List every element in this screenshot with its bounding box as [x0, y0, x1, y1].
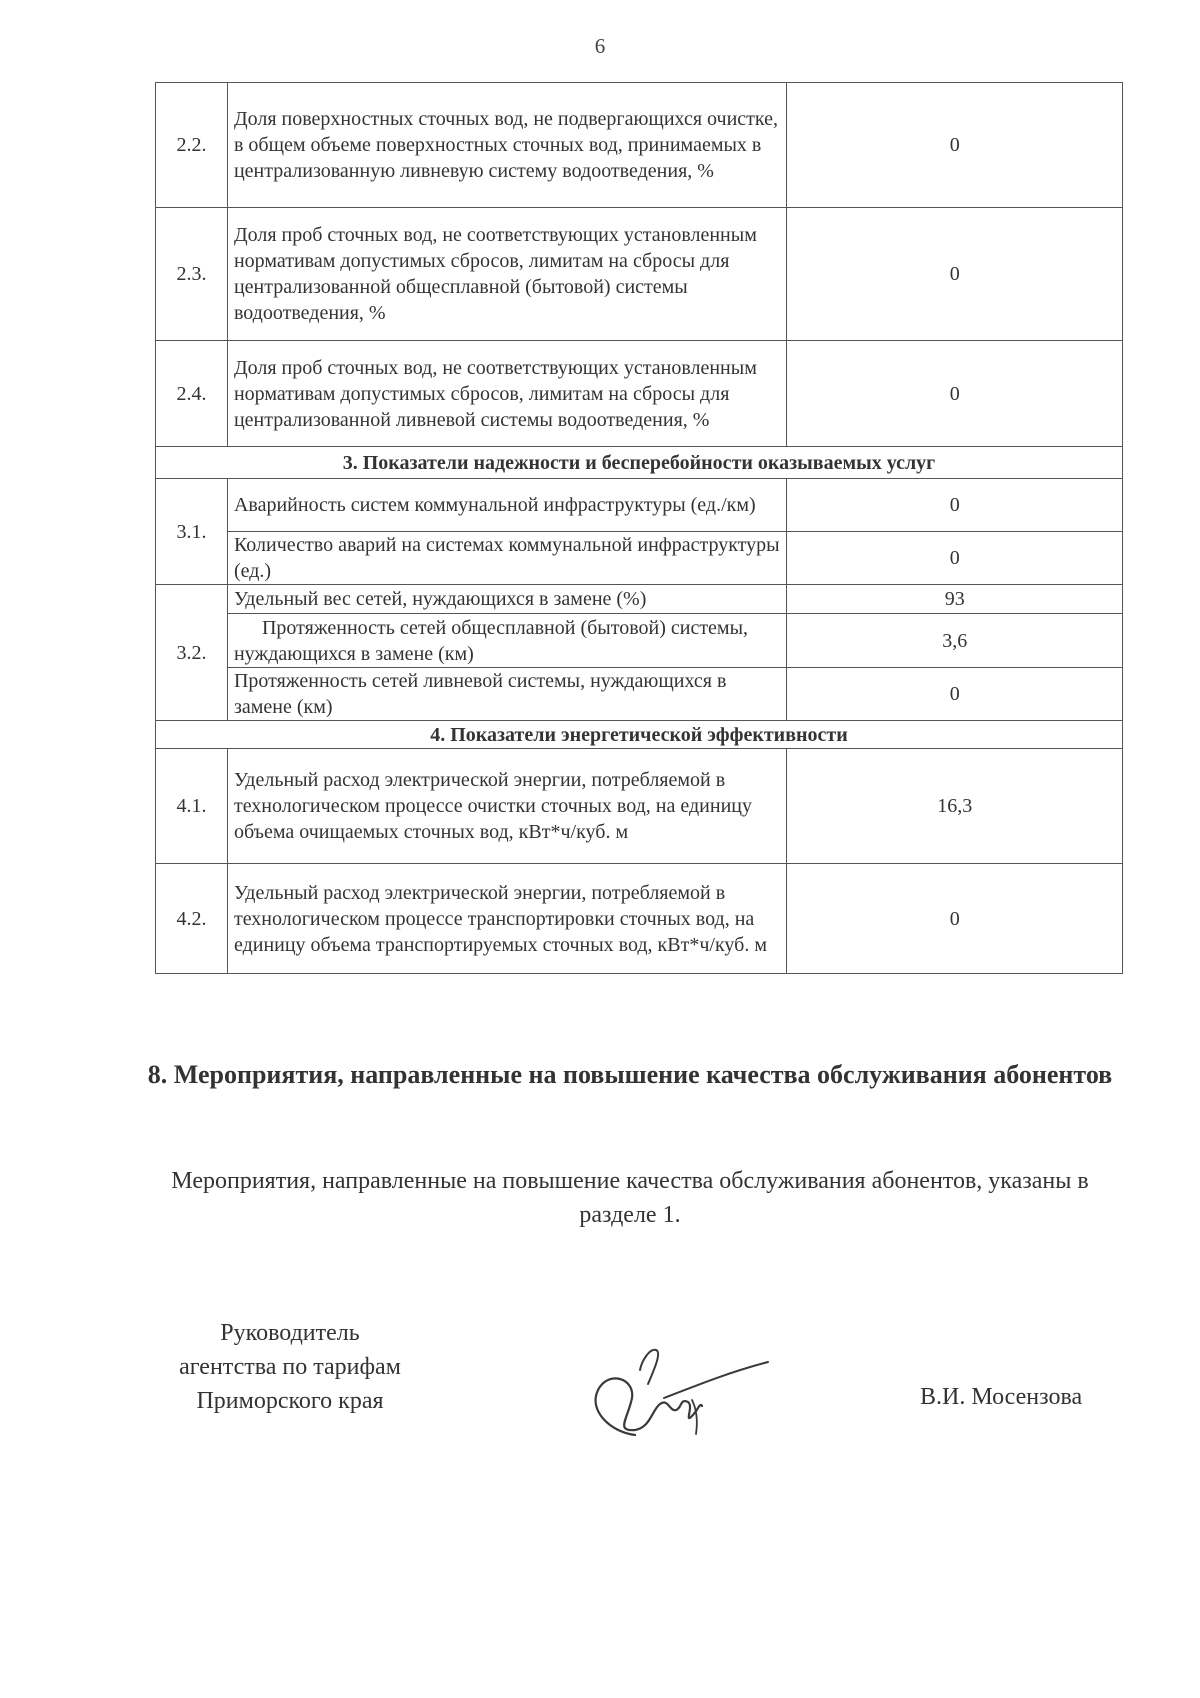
- row-number: 2.4.: [156, 341, 228, 447]
- row-number: 3.2.: [156, 585, 228, 721]
- indicator-text: Протяженность сетей общесплавной (бытовой) системы, нуждающихся в замене (км): [227, 614, 786, 668]
- signer-title-line: агентства по тарифам: [179, 1354, 401, 1380]
- section-heading: 8. Мероприятия, направленные на повышение качества обслуживания абонентов: [147, 1060, 1113, 1089]
- table-row: [156, 83, 1123, 208]
- signer-title-line: Руководитель: [220, 1320, 360, 1346]
- section-row: [156, 721, 1123, 749]
- indicator-text: Аварийность систем коммунальной инфраструктуры (ед./км): [227, 479, 786, 532]
- table-row: [156, 479, 1123, 532]
- indicator-value: 0: [787, 479, 1123, 532]
- row-number: 4.1.: [156, 749, 228, 864]
- indicator-value: 16,3: [787, 749, 1123, 864]
- row-number: 2.2.: [156, 83, 228, 208]
- table-row: [156, 668, 1123, 721]
- table-row: [156, 749, 1123, 864]
- signer-name: В.И. Мосензова: [920, 1384, 1083, 1410]
- indicator-text: Удельный расход электрической энергии, потребляемой в технологическом процессе транспортировки сточных вод, на единицу объема транспортируемых сточных вод, кВт*ч/куб. м: [227, 864, 786, 974]
- indicator-text: Удельный расход электрической энергии, потребляемой в технологическом процессе очистки сточных вод, на единицу объема очищаемых сточных вод, кВт*ч/куб. м: [227, 749, 786, 864]
- row-number: 4.2.: [156, 864, 228, 974]
- indicator-value: 0: [787, 668, 1123, 721]
- page-number: 6: [594, 34, 606, 58]
- indicator-value: 0: [787, 341, 1123, 447]
- handwritten-signature: [580, 1340, 770, 1450]
- indicator-value: 93: [787, 585, 1123, 614]
- table-row: [156, 585, 1123, 614]
- table-row: [156, 208, 1123, 341]
- section-row: [156, 447, 1123, 479]
- indicator-value: 3,6: [787, 614, 1123, 668]
- indicator-text: Удельный вес сетей, нуждающихся в замене (%): [227, 585, 786, 614]
- indicator-text: Доля поверхностных сточных вод, не подвергающихся очистке, в общем объеме поверхностных сточных вод, принимаемых в централизованную ливневую систему водоотведения, %: [227, 83, 786, 208]
- section-title: 3. Показатели надежности и бесперебойности оказываемых услуг: [156, 447, 1123, 479]
- signer-title: [140, 1316, 440, 1418]
- section-body: Мероприятия, направленные на повышение качества обслуживания абонентов, указаны в разделе 1.: [171, 1168, 1089, 1228]
- indicators-table: [155, 82, 1123, 974]
- indicator-value: 0: [787, 208, 1123, 341]
- row-number: 3.1.: [156, 479, 228, 585]
- indicator-value: 0: [787, 532, 1123, 585]
- indicator-text: Доля проб сточных вод, не соответствующих установленным нормативам допустимых сбросов, лимитам на сбросы для централизованной общесплавной (бытовой) системы водоотведения, %: [227, 208, 786, 341]
- section-title: 4. Показатели энергетической эффективности: [156, 721, 1123, 749]
- indicator-text: Доля проб сточных вод, не соответствующих установленным нормативам допустимых сбросов, лимитам на сбросы для централизованной ливневой системы водоотведения, %: [227, 341, 786, 447]
- indicator-value: 0: [787, 83, 1123, 208]
- table-row: [156, 341, 1123, 447]
- row-number: 2.3.: [156, 208, 228, 341]
- signer-title-line: Приморского края: [196, 1388, 384, 1414]
- indicator-value: 0: [787, 864, 1123, 974]
- indicator-text: Количество аварий на системах коммунальной инфраструктуры (ед.): [227, 532, 786, 585]
- table-row: [156, 864, 1123, 974]
- indicator-text: Протяженность сетей ливневой системы, нуждающихся в замене (км): [227, 668, 786, 721]
- table-row: [156, 614, 1123, 668]
- table-row: [156, 532, 1123, 585]
